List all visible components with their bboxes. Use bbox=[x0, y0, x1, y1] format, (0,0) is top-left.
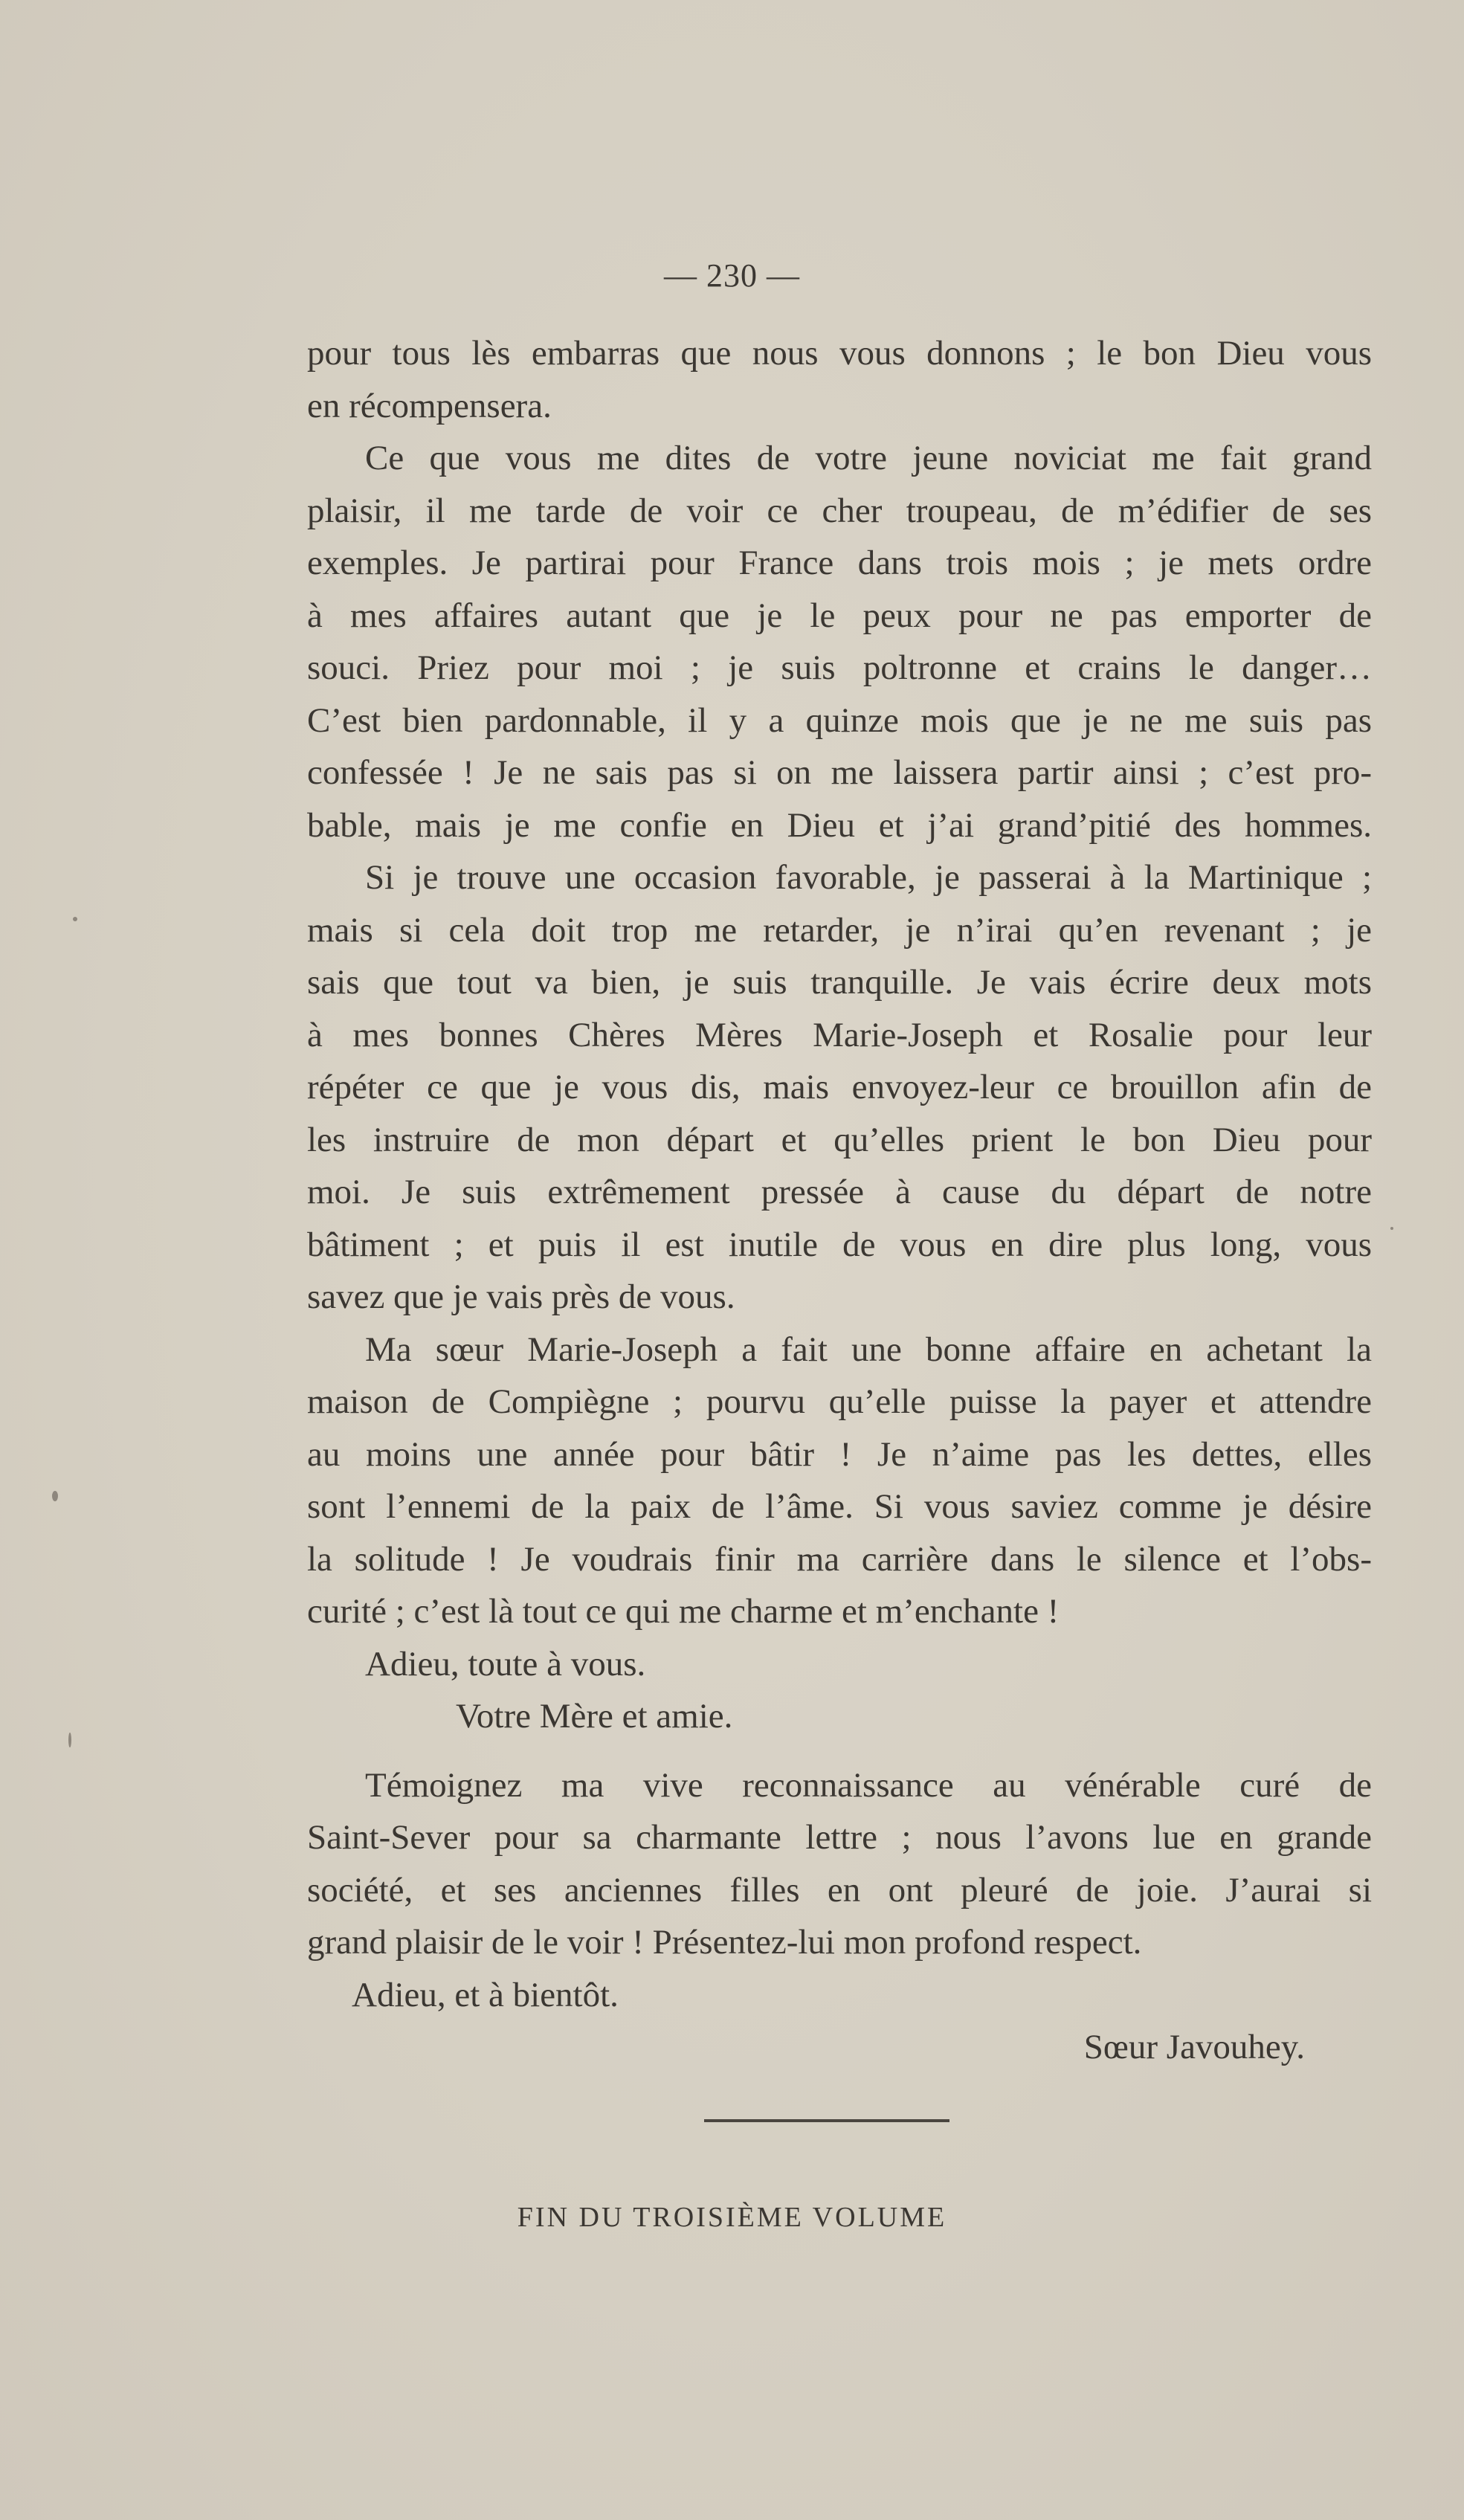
text-line: à mes affaires autant que je le peux pour ne pas emporter de bbox=[307, 596, 1372, 635]
page-number: — 230 — bbox=[664, 257, 800, 294]
text-line: confessée ! Je ne sais pas si on me laissera partir ainsi ; c’est pro- bbox=[307, 753, 1372, 792]
text-line: curité ; c’est là tout ce qui me charme et m’enchante ! bbox=[307, 1592, 1060, 1631]
text-line: la solitude ! Je voudrais finir ma carrière dans le silence et l’obs- bbox=[307, 1539, 1372, 1579]
text-line: exemples. Je partirai pour France dans trois mois ; je mets ordre bbox=[307, 544, 1372, 582]
text-line: bâtiment ; et puis il est inutile de vous en dire plus long, vous bbox=[307, 1225, 1372, 1264]
text-line: en récompensera. bbox=[307, 386, 552, 425]
paragraph bbox=[307, 1324, 1372, 1638]
end-of-volume-label: FIN DU TROISIÈME VOLUME bbox=[517, 2202, 947, 2233]
text-line: à mes bonnes Chères Mères Marie-Joseph et Rosalie pour leur bbox=[307, 1015, 1372, 1054]
closing: Adieu, et à bientôt. bbox=[352, 1975, 619, 2014]
farewell: Adieu, toute à vous. bbox=[365, 1644, 646, 1683]
paper-speck bbox=[68, 1733, 71, 1747]
text-line: pour tous lès embarras que nous vous donnons ; le bon Dieu vous bbox=[307, 334, 1372, 373]
text-line: grand plaisir de le voir ! Présentez-lui mon profond respect. bbox=[307, 1923, 1142, 1962]
text-line: Saint-Sever pour sa charmante lettre ; nous l’avons lue en grande bbox=[307, 1818, 1372, 1857]
text-line: plaisir, il me tarde de voir ce cher troupeau, de m’édifier de ses bbox=[307, 491, 1372, 530]
paragraph bbox=[307, 327, 1372, 432]
signoff: Votre Mère et amie. bbox=[456, 1697, 733, 1736]
paper-speck bbox=[73, 917, 77, 921]
text-line: Témoignez ma vive reconnaissance au vénérable curé de bbox=[365, 1765, 1372, 1805]
signature: Sœur Javouhey. bbox=[1083, 2028, 1305, 2066]
paper-speck bbox=[1390, 1227, 1393, 1230]
text-line: au moins une année pour bâtir ! Je n’aime pas les dettes, elles bbox=[307, 1434, 1372, 1474]
paragraph bbox=[307, 851, 1372, 1324]
text-line: moi. Je suis extrêmement pressée à cause du départ de notre bbox=[307, 1173, 1372, 1211]
text-line: société, et ses anciennes filles en ont pleuré de joie. J’aurai si bbox=[307, 1870, 1372, 1910]
closing-row bbox=[307, 1969, 1372, 2022]
text-line: savez que je vais près de vous. bbox=[307, 1277, 735, 1316]
text-line: bable, mais je me confie en Dieu et j’ai grand’pitié des hommes. bbox=[307, 805, 1372, 845]
text-line: C’est bien pardonnable, il y a quinze mois que je ne me suis pas bbox=[307, 700, 1372, 740]
text-line: répéter ce que je vous dis, mais envoyez-leur ce brouillon afin de bbox=[307, 1068, 1372, 1106]
text-line: maison de Compiègne ; pourvu qu’elle puisse la payer et attendre bbox=[307, 1382, 1372, 1421]
text-line: souci. Priez pour moi ; je suis poltronne et crains le danger… bbox=[307, 648, 1372, 687]
paper-speck bbox=[52, 1491, 58, 1501]
text-line: sont l’ennemi de la paix de l’âme. Si vous saviez comme je désire bbox=[307, 1487, 1372, 1526]
text-line: les instruire de mon départ et qu’elles prient le bon Dieu pour bbox=[307, 1120, 1372, 1159]
text-line: sais que tout va bien, je suis tranquille. Je vais écrire deux mots bbox=[307, 963, 1372, 1002]
text-line: Si je trouve une occasion favorable, je passerai à la Martinique ; bbox=[365, 858, 1372, 897]
postscript bbox=[307, 1759, 1372, 1969]
text-line: Ma sœur Marie-Joseph a fait une bonne affaire en achetant la bbox=[365, 1330, 1372, 1369]
spacer bbox=[307, 1743, 1372, 1759]
text-line: Ce que vous me dites de votre jeune noviciat me fait grand bbox=[365, 439, 1372, 477]
end-rule bbox=[704, 2119, 949, 2122]
paragraph bbox=[307, 432, 1372, 851]
text-line: mais si cela doit trop me retarder, je n’irai qu’en revenant ; je bbox=[307, 910, 1372, 950]
letter-body bbox=[307, 327, 1372, 2074]
